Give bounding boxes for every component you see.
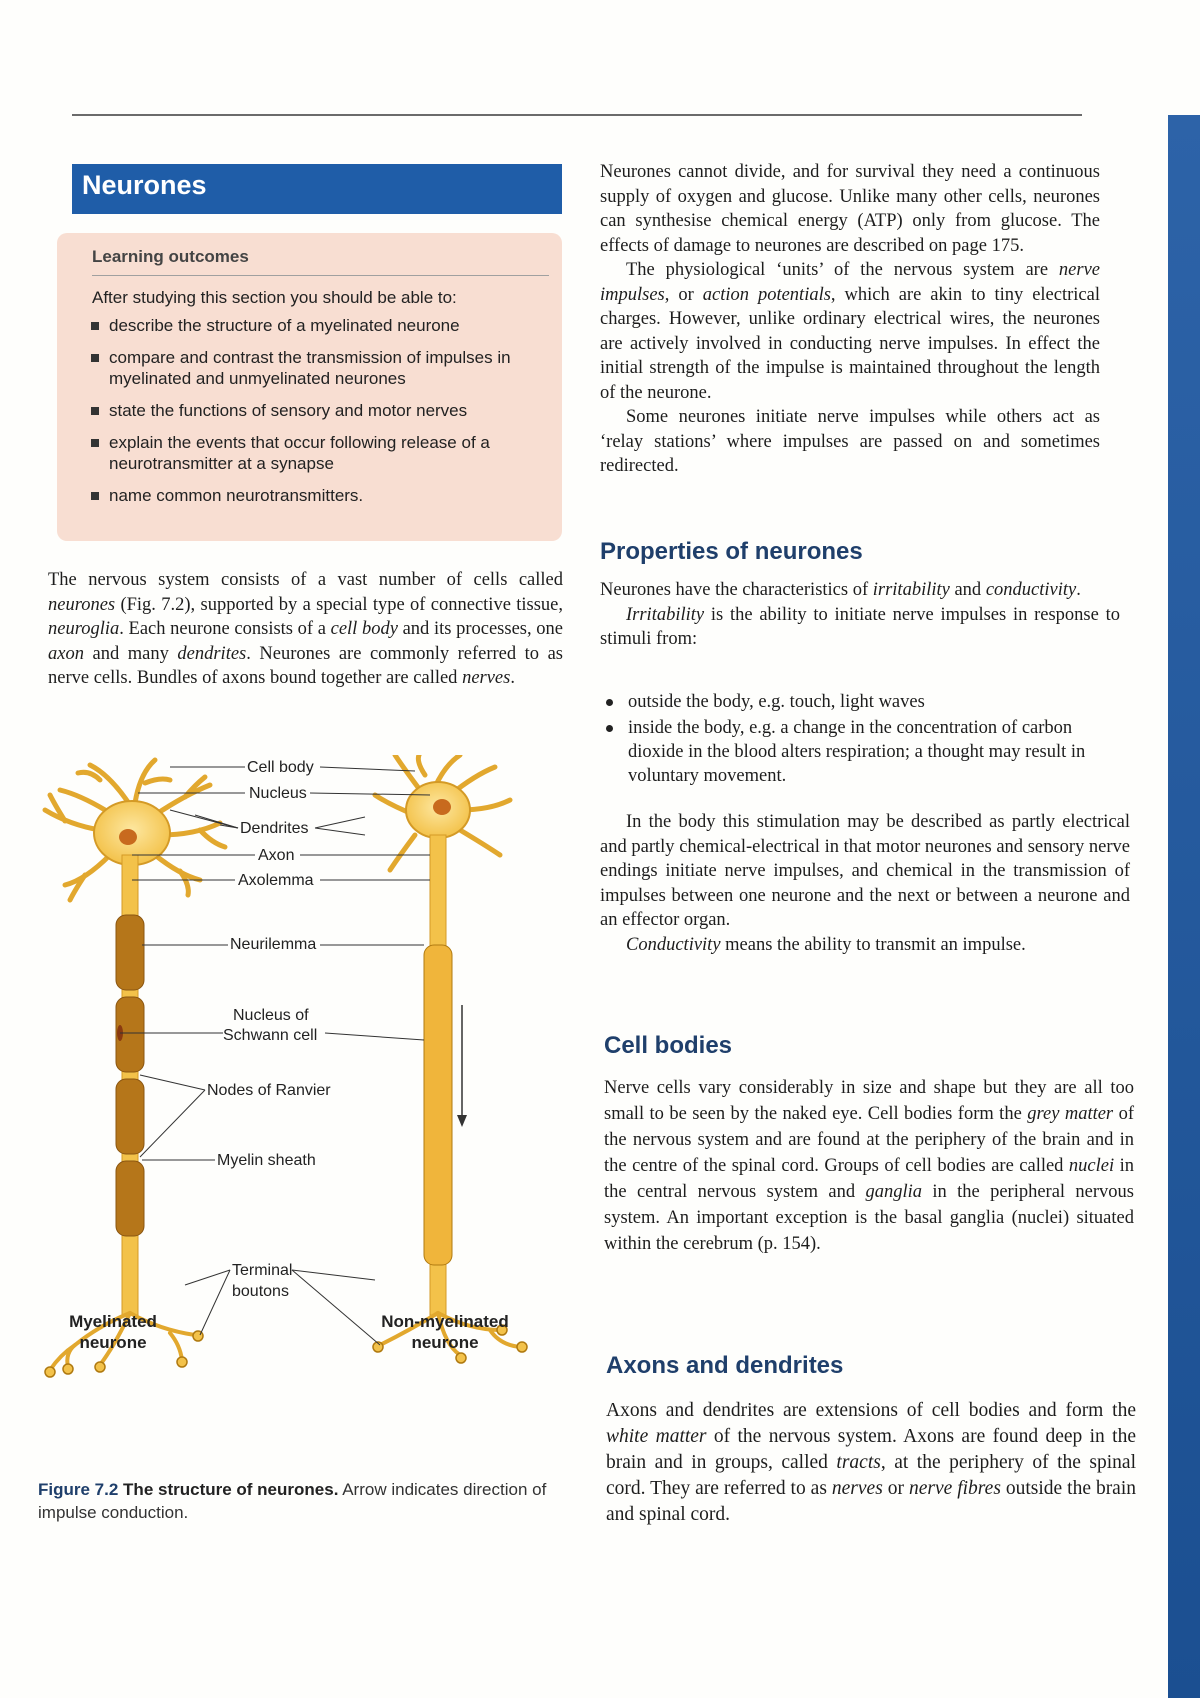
text-run: . (1076, 580, 1081, 600)
paragraph (600, 933, 1130, 958)
page-edge-stripe (1168, 115, 1200, 1698)
term: cell body (330, 619, 398, 639)
list-item: name common neurotransmitters. (87, 485, 547, 506)
text-run: means the ability to transmit an impulse. (720, 934, 1026, 955)
list-item: outside the body, e.g. touch, light waves (600, 690, 1120, 714)
text-run: The nervous system consists of a vast number of cells called (48, 570, 563, 590)
text-run: Nerve cells vary considerably in size and shape but they are all too small to be seen by the naked eye. Cell bodies form the (604, 1078, 1134, 1124)
paragraph (600, 258, 1100, 405)
figure-number: Figure 7.2 (38, 1480, 119, 1499)
paragraph (600, 578, 1120, 603)
text-run: and (949, 580, 986, 600)
learning-outcomes-list (87, 315, 547, 517)
learning-outcomes-intro: After studying this section you should be able to: (92, 288, 457, 307)
text-run: is the ability to initiate nerve impulses in response to stimuli from: (600, 604, 1120, 649)
text-run: of the nervous system and are found at the periphery of the brain and in the centre of the spinal cord. Groups of cell bodies are called (604, 1104, 1134, 1176)
learning-outcomes-title: Learning outcomes (92, 247, 249, 266)
heading-properties-of-neurones: Properties of neurones (600, 538, 863, 565)
label-nucleus-of-schwann-cell-2: Schwann cell (223, 1027, 318, 1044)
paragraph: Neurones cannot divide, and for survival they need a continuous supply of oxygen and glucose. Unlike many other cells, neurones can synthesise chemical energy (ATP) only from glucose. The effects of damage to neurones are described on page 175. (600, 162, 1100, 256)
figure-title: The structure of neurones. (123, 1480, 339, 1499)
text-run: , which are akin to tiny electrical charges. However, unlike ordinary electrical wires, the neurones are actively involved in conducting nerve impulses. In effect the initial strength of the impulse is maintained throughout the length of the neurone. (600, 284, 1100, 403)
heading-cell-bodies: Cell bodies (604, 1032, 733, 1059)
label-myelinated-neurone: neurone (79, 1333, 147, 1352)
term: nerves (462, 668, 511, 688)
list-item: state the functions of sensory and motor nerves (87, 400, 547, 421)
label-nodes-of-ranvier: Nodes of Ranvier (207, 1082, 331, 1099)
intro-paragraph (48, 568, 563, 691)
term: nerves (831, 1478, 883, 1499)
top-rule (72, 114, 1082, 116)
learning-outcomes-box (57, 233, 562, 541)
term: tracts (836, 1452, 881, 1473)
text-run: outside the brain and spinal cord. (606, 1478, 1137, 1525)
impulse-direction-arrow (457, 1005, 467, 1127)
axons-text (606, 1398, 1136, 1528)
intro-text (48, 568, 563, 691)
paragraph: In the body this stimulation may be described as partly electrical and partly chemical-electrical in that motor neurones and sensory nerve endings initiate nerve impulses, and chemical in the transmission of impulses between one neurone and the next or between a neurone and an effector organ. (600, 812, 1130, 930)
nucleus (433, 799, 451, 815)
term: neuroglia (48, 619, 120, 639)
label-terminal-boutons-2: boutons (232, 1283, 289, 1300)
stimuli-list (600, 690, 1120, 790)
text-run: . Each neurone consists of a (119, 619, 331, 639)
text-run: . (510, 668, 515, 688)
label-dendrites: Dendrites (240, 820, 309, 837)
right-column-intro (600, 160, 1100, 479)
label-neurilemma: Neurilemma (230, 936, 317, 953)
term: ganglia (865, 1182, 922, 1202)
myelinated-neurone (45, 760, 225, 1377)
term: Irritability (626, 604, 705, 625)
list-item: explain the events that occur following release of a neurotransmitter at a synapse (87, 432, 547, 474)
paragraph (606, 1398, 1136, 1528)
stimulation-text (600, 810, 1130, 957)
text-run: and many (83, 643, 178, 664)
list-item: inside the body, e.g. a change in the concentration of carbon dioxide in the blood alters respiration; a thought may result in voluntary movement. (600, 716, 1120, 788)
term: nerve impulses (600, 260, 1100, 305)
list-item: describe the structure of a myelinated neurone (87, 315, 547, 336)
term: conductivity (985, 580, 1077, 600)
term: action potentials (702, 284, 831, 305)
paragraph: Some neurones initiate nerve impulses while others act as ‘relay stations’ where impulses are passed on and sometimes redirected. (600, 407, 1100, 476)
paragraph (600, 603, 1120, 652)
text-run: (Fig. 7.2), supported by a special type of connective tissue, (115, 594, 563, 615)
label-nucleus-of-schwann-cell-1: Nucleus of (233, 1007, 309, 1024)
heading-axons-and-dendrites: Axons and dendrites (606, 1352, 844, 1379)
label-cell-body: Cell body (247, 759, 314, 776)
term: white matter (606, 1426, 707, 1447)
text-run: in the peripheral nervous system. An important exception is the basal ganglia (nuclei) situated within the cerebrum (p. 154). (604, 1182, 1135, 1254)
nucleus (119, 829, 137, 845)
term: nuclei (1068, 1156, 1115, 1176)
term: Conductivity (626, 934, 721, 955)
term: dendrites (177, 643, 247, 664)
term: grey matter (1027, 1104, 1114, 1124)
divider (92, 275, 549, 276)
text-run: The physiological ‘units’ of the nervous system are (626, 260, 1059, 280)
cell-bodies-text (604, 1075, 1134, 1257)
neurone-diagram (20, 755, 580, 1455)
text-run: , at the periphery of the spinal cord. They are referred to as (606, 1452, 1136, 1499)
figure-caption-text: Arrow indicates direction of impulse conduction. (38, 1480, 547, 1522)
neurilemma (424, 945, 452, 1265)
section-title: Neurones (82, 170, 207, 200)
text-run: or (882, 1478, 909, 1499)
text-run: Axons and dendrites are extensions of cell bodies and form the (606, 1400, 1136, 1421)
non-myelinated-neurone (373, 755, 527, 1363)
label-terminal-boutons-1: Terminal (232, 1262, 293, 1279)
text-run: and its processes, one (397, 619, 563, 639)
label-myelinated: Myelinated (69, 1312, 157, 1331)
properties-text (600, 578, 1120, 652)
label-axon: Axon (258, 847, 295, 864)
label-myelin-sheath: Myelin sheath (217, 1152, 316, 1169)
figure-caption (38, 1478, 578, 1524)
term: irritability (872, 580, 950, 600)
label-non-myelinated: Non-myelinated (381, 1312, 509, 1331)
label-nucleus: Nucleus (249, 785, 307, 802)
term: neurones (48, 594, 116, 615)
text-run: in the central nervous system and (604, 1156, 1134, 1202)
term: axon (48, 643, 84, 664)
text-run: Neurones have the characteristics of (600, 580, 873, 600)
paragraph (604, 1075, 1134, 1257)
list-item: compare and contrast the transmission of impulses in myelinated and unmyelinated neurones (87, 347, 547, 389)
text-run: , or (664, 284, 703, 305)
section-title-bar (72, 164, 562, 214)
label-non-myelinated-neurone: neurone (411, 1333, 479, 1352)
text-run: of the nervous system. Axons are found deep in the brain and in groups, called (606, 1426, 1136, 1473)
label-axolemma: Axolemma (238, 872, 314, 889)
text-run: . Neurones are commonly referred to as nerve cells. Bundles of axons bound together are called (48, 643, 564, 688)
term: nerve fibres (908, 1478, 1001, 1499)
